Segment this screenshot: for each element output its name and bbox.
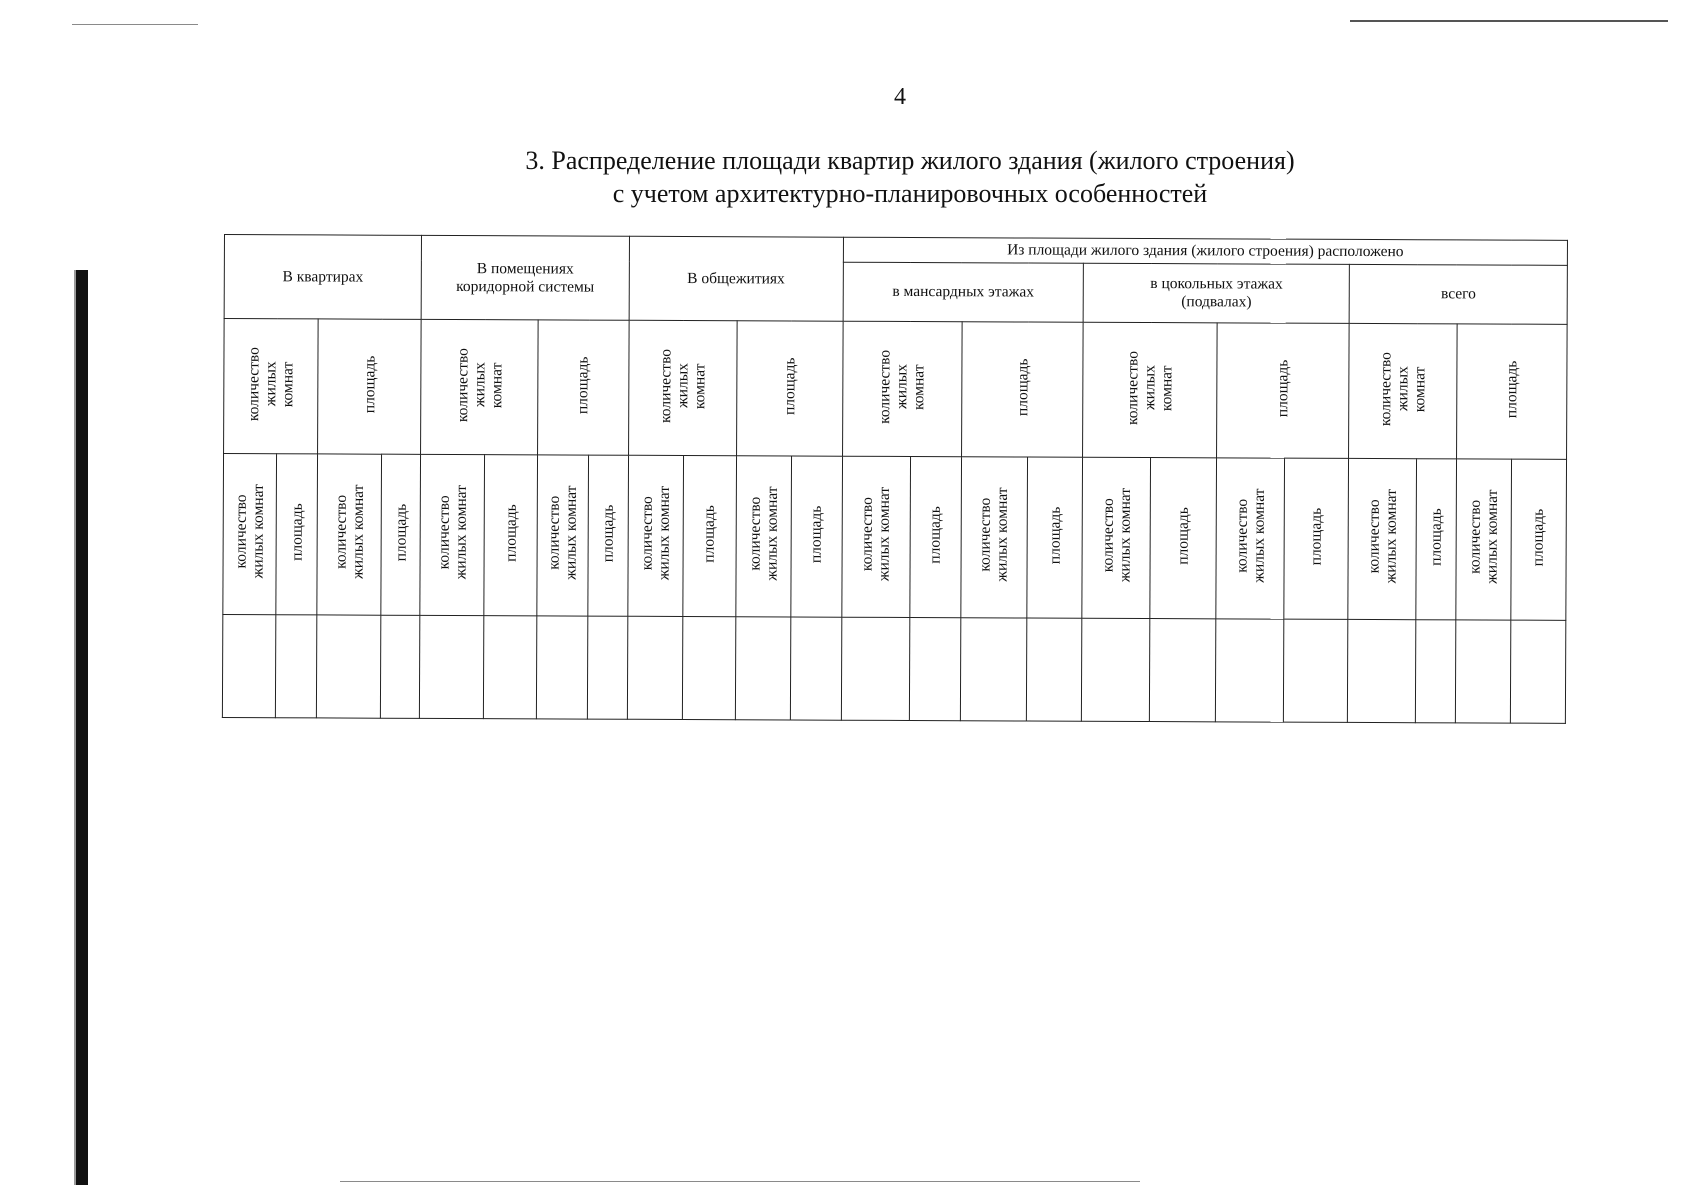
header-cell [910,456,962,617]
header-cell [420,454,485,615]
data-cell [841,617,910,720]
col-rooms-count: количество жилых комнат [656,348,709,423]
header-cell [1216,458,1285,619]
header-cell [421,235,629,320]
header-cell [317,454,382,615]
data-cell [381,615,421,718]
header-cell [627,455,683,616]
subcol-rooms-count: количество жилых комнат [1466,489,1501,585]
data-cell [1150,619,1217,722]
data-cell [735,617,791,720]
scan-artifact-top-left [72,24,198,25]
header-cell [1456,324,1567,459]
header-row-4 [223,454,1567,621]
data-cell [484,616,538,719]
header-cell [1284,458,1349,619]
area-distribution-table [222,234,1568,724]
header-cell [588,455,628,616]
title-line-2: с учетом архитектурно-планировочных особенностей [612,179,1208,208]
scan-artifact-bottom [340,1181,1140,1182]
col-area: площадь [1274,359,1292,417]
data-cell [1026,618,1082,721]
data-cell [1416,620,1455,723]
subcol-area: площадь [599,504,617,562]
subcol-area: площадь [700,504,718,563]
group-apartments: В квартирах [282,267,364,286]
subcol-area: площадь [1307,507,1326,566]
header-cell [736,321,843,456]
data-cell [960,618,1027,721]
subcol-area: площадь [1529,508,1548,567]
header-cell [484,455,538,616]
subgroup-total: всего [1440,285,1476,303]
header-cell [843,237,1567,265]
header-cell [223,454,277,615]
subcol-area: площадь [1174,506,1193,565]
header-cell [224,319,319,454]
page-number: 4 [894,84,906,110]
header-cell [842,321,962,457]
group-dormitories: В общежитиях [687,269,785,287]
header-cell [791,456,843,617]
header-cell [842,456,911,617]
data-cell [275,615,316,718]
col-rooms-count: количество жилых комнат [1377,351,1429,426]
header-cell [421,319,539,455]
subcol-rooms-count: количество жилых комнат [435,485,470,580]
header-cell [1510,459,1566,620]
scan-artifact-left-bar [76,270,88,1185]
located-header: Из площади жилого здания (жилого строения) расположено [1007,241,1404,261]
header-cell [1083,263,1350,323]
subcol-area: площадь [807,505,826,563]
subcol-area: площадь [392,503,410,562]
subcol-area: площадь [926,505,945,564]
col-area: площадь [1502,360,1521,418]
subcol-area: площадь [288,503,306,561]
data-cell [1284,619,1349,722]
subcol-rooms-count: количество жилых комнат [1233,488,1268,584]
data-cell [627,616,683,719]
header-cell [224,235,422,320]
header-cell [1455,459,1511,620]
subcol-rooms-count: количество жилых комнат [332,484,367,580]
col-rooms-count: количество жилых комнат [876,349,928,424]
header-cell [1027,457,1083,618]
page-title [380,144,1440,210]
header-cell [1217,323,1350,459]
header-row-1 [224,235,1567,266]
header-cell [537,455,589,616]
subcol-area: площадь [1427,507,1445,566]
header-row-3 [224,319,1568,460]
subcol-rooms-count: количество жилых комнат [746,486,781,582]
data-cell [1455,620,1511,723]
subcol-rooms-count: количество жилых комнат [1099,488,1134,583]
subcol-rooms-count: количество жилых комнат [638,486,673,581]
subcol-rooms-count: количество жилых комнат [1365,489,1400,584]
header-cell [1350,264,1568,324]
subcol-area: площадь [1046,506,1064,564]
data-cell [222,614,276,717]
header-cell [843,262,1084,322]
data-cell [588,616,628,719]
header-cell [1150,458,1217,619]
subcol-area: площадь [502,503,520,562]
subcol-rooms-count: количество жилых комнат [545,485,581,581]
data-cell [420,615,485,718]
col-area: площадь [1013,358,1031,416]
data-cell [1081,618,1150,721]
header-cell [318,319,422,454]
header-cell [1082,457,1151,618]
header-cell [1083,322,1218,458]
scan-artifact-top-right [1350,20,1668,22]
header-cell [381,454,421,615]
header-cell [1348,458,1417,619]
header-cell [628,320,737,455]
header-cell [961,457,1028,618]
data-cell [1216,619,1285,722]
header-cell [1416,459,1456,620]
data-cell [316,615,381,718]
subcol-rooms-count: количество жилых комнат [858,487,894,582]
data-cell [682,617,736,720]
subcol-rooms-count: количество жилых комнат [977,487,1012,583]
subgroup-basement-floors: в цокольных этажах (подвалах) [1150,275,1283,311]
data-cell [537,616,589,719]
subgroup-attic-floors: в мансардных этажах [892,282,1035,301]
col-area: площадь [780,357,799,415]
header-cell [736,456,792,617]
col-rooms-count: количество жилых комнат [245,346,297,421]
col-rooms-count: количество жилых комнат [454,347,506,422]
header-cell [961,322,1083,458]
header-cell [629,236,844,321]
header-cell [1349,323,1457,458]
header-cell [538,320,629,455]
data-cell [1510,620,1566,723]
data-cell [1348,619,1417,722]
title-line-1: 3. Распределение площади квартир жилого здания (жилого строения) [525,146,1295,175]
col-rooms-count: количество жилых комнат [1124,350,1176,425]
col-area: площадь [574,356,592,414]
header-cell [682,456,736,617]
data-cell [790,617,842,720]
col-area: площадь [360,355,379,413]
data-row [222,614,1565,723]
data-cell [909,617,961,720]
subcol-rooms-count: количество жилых комнат [232,484,267,579]
header-cell [276,454,318,615]
group-corridor-system: В помещениях коридорной системы [456,259,595,296]
